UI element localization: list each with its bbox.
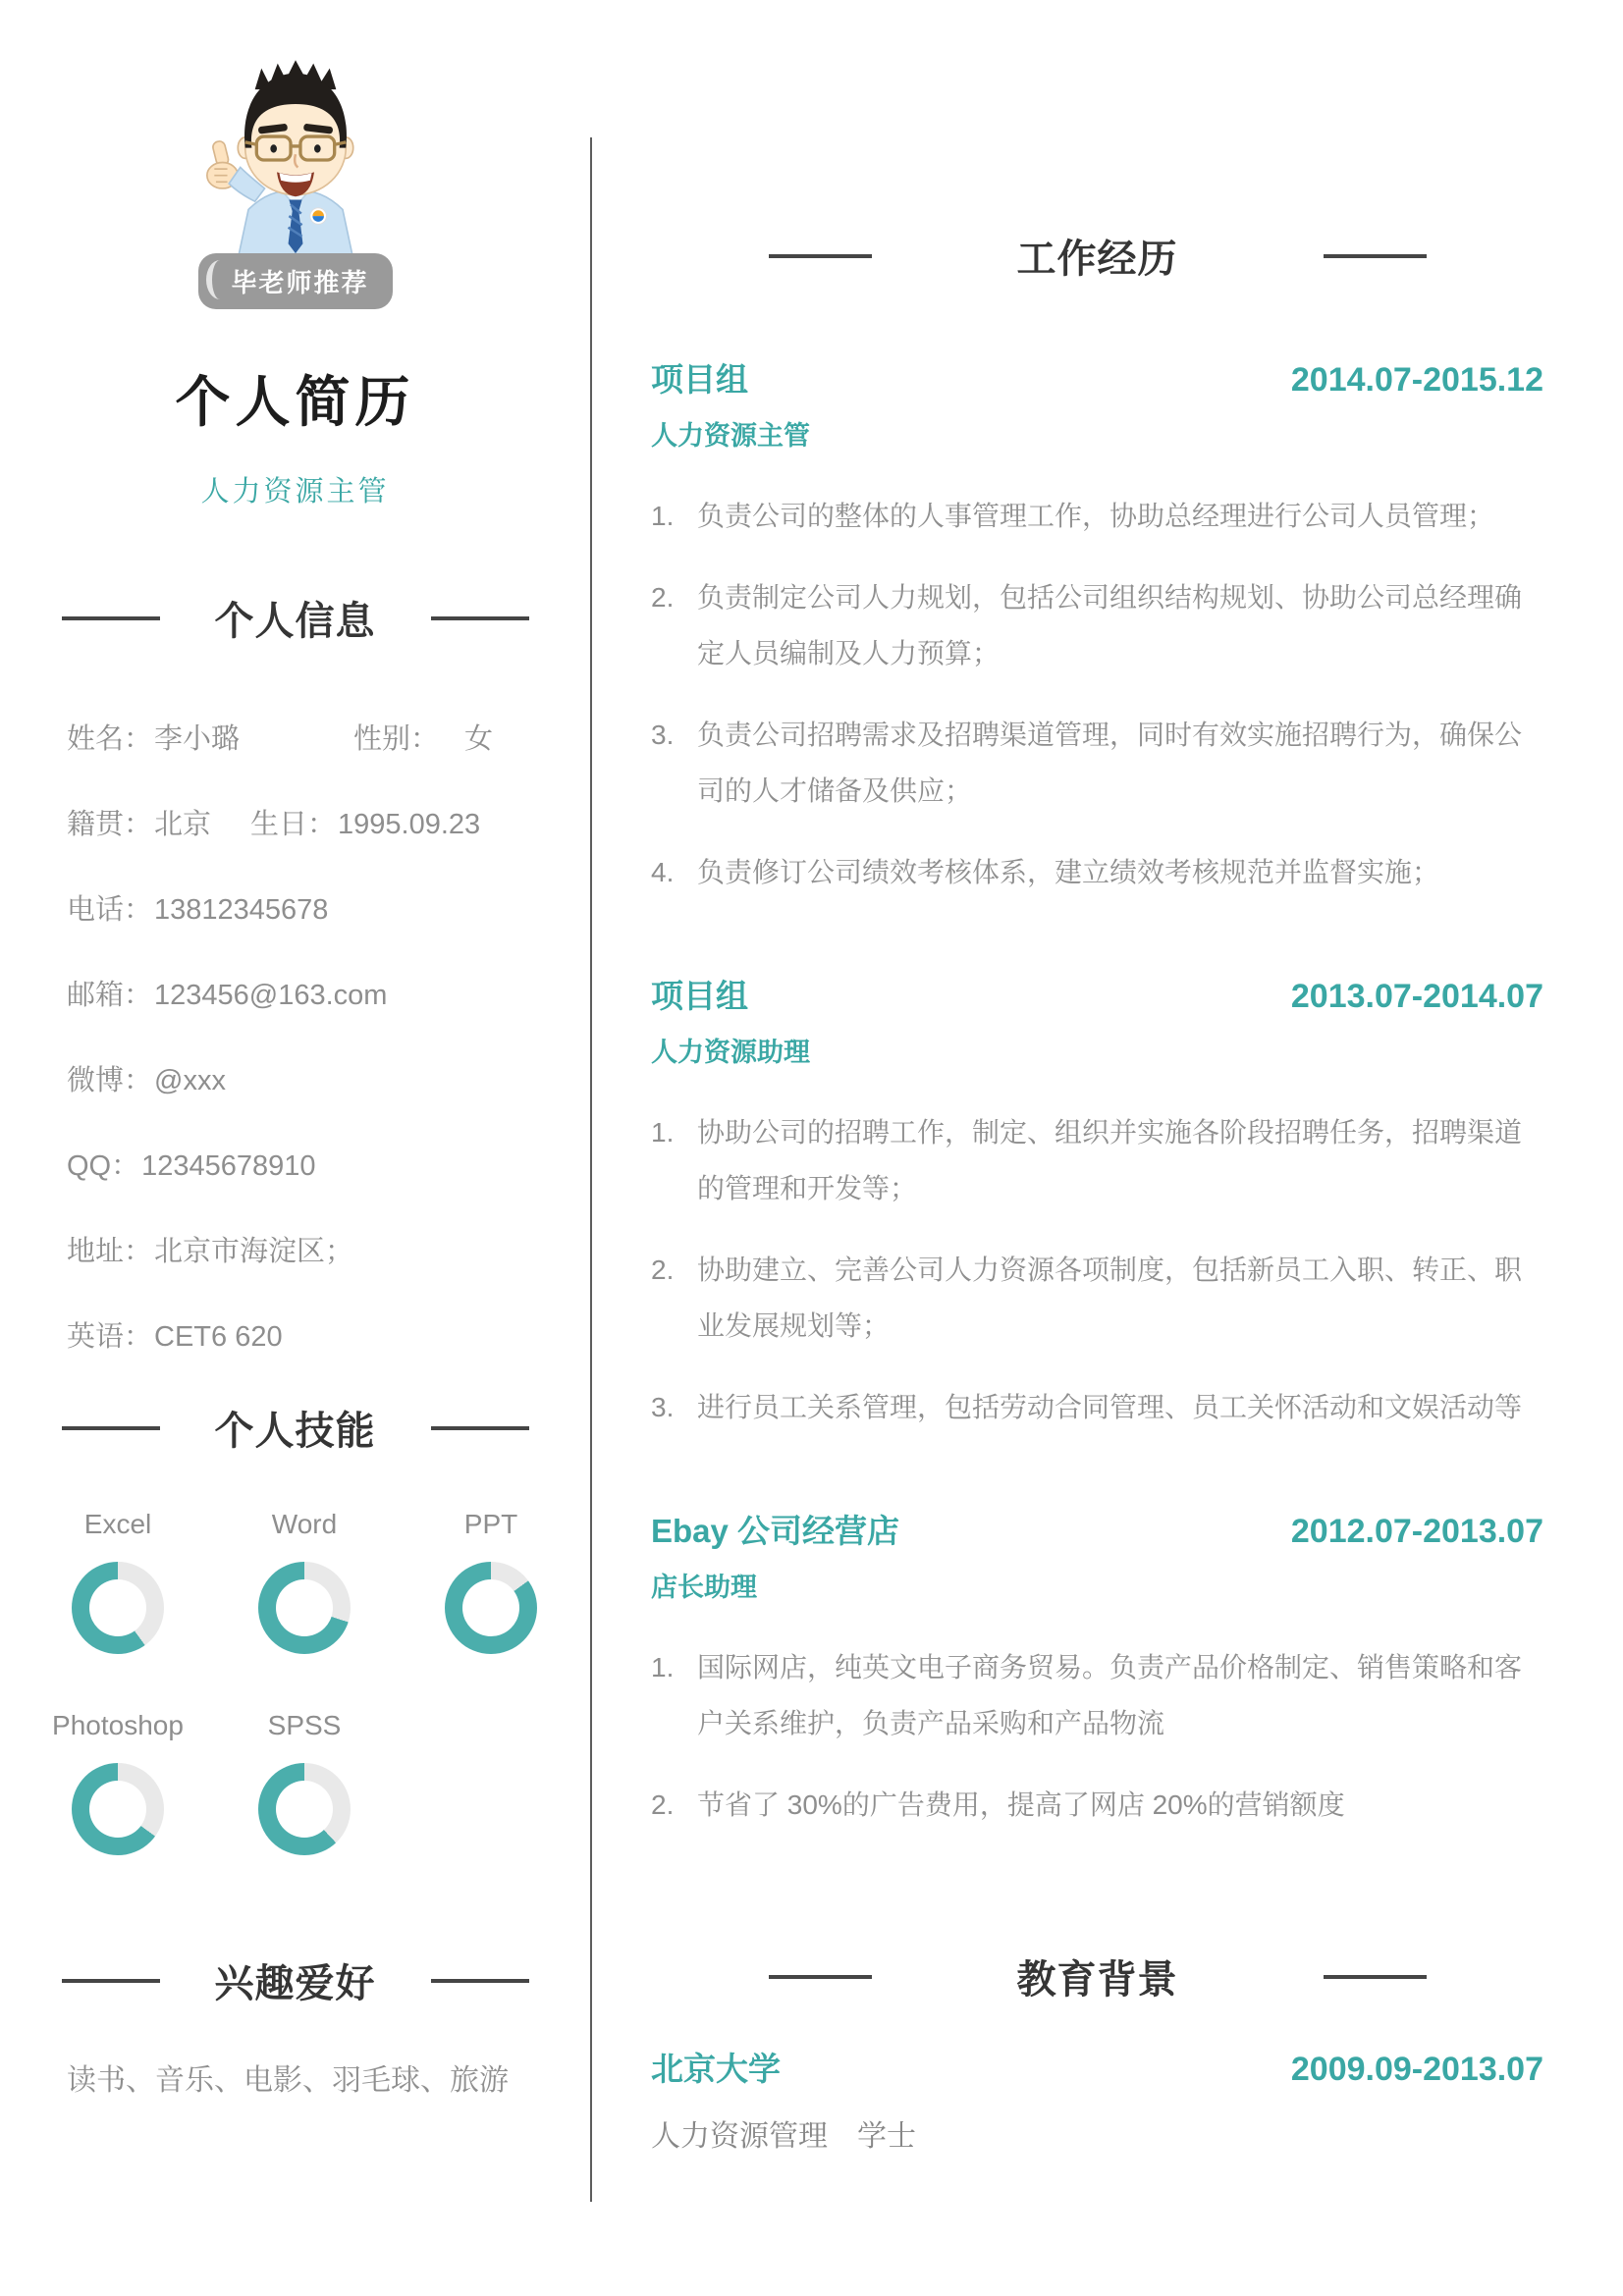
info-row-phone xyxy=(67,887,590,926)
job-bullet: 国际网店，纯英文电子商务贸易。负责产品价格制定、销售策略和客户关系维护，负责产品采购和产品物流 xyxy=(697,1652,1523,1738)
job-role: 店长助理 xyxy=(651,1573,757,1602)
job-bullet-list xyxy=(651,1104,1543,1435)
education-degree: 人力资源管理 学士 xyxy=(651,2120,916,2153)
education-school: 北京大学 xyxy=(651,2051,781,2087)
info-pair xyxy=(67,809,211,840)
info-label: 邮箱： xyxy=(67,980,153,1011)
info-value: 1995.09.23 xyxy=(338,809,481,840)
skill-word xyxy=(211,1509,398,1654)
job-bullet-list xyxy=(651,1639,1543,1833)
job-period: 2013.07-2014.07 xyxy=(1290,978,1543,1015)
info-row-name-gender xyxy=(67,717,590,755)
info-pair xyxy=(67,894,328,926)
section-title: 兴趣爱好 xyxy=(214,1962,376,2005)
info-value: 123456@163.com xyxy=(154,980,388,1011)
job-head xyxy=(651,354,1543,400)
hobbies-text: 读书、音乐、电影、羽毛球、旅游 xyxy=(67,2064,509,2097)
job-bullet: 负责公司的整体的人事管理工作，协助总经理进行公司人员管理； xyxy=(697,501,1495,531)
skill-donut-chart xyxy=(445,1562,537,1654)
info-value: 北京 xyxy=(154,809,212,840)
job-period: 2012.07-2013.07 xyxy=(1290,1513,1543,1550)
badge-arc-decoration xyxy=(205,260,233,299)
job-bullet: 负责制定公司人力规划，包括公司组织结构规划、协助公司总经理确定人员编制及人力预算； xyxy=(697,582,1523,668)
personal-info-list xyxy=(67,717,590,1353)
skill-spss xyxy=(211,1710,398,1855)
education-entry xyxy=(651,2044,1543,2155)
header-line-right xyxy=(431,1426,529,1430)
job-entry-3 xyxy=(651,1506,1543,1833)
info-pair xyxy=(250,802,480,842)
skill-donut-chart xyxy=(72,1562,164,1654)
info-value: 女 xyxy=(464,723,494,755)
header-line-right xyxy=(1324,254,1427,258)
header-line-left xyxy=(62,1426,160,1430)
info-label: 生日： xyxy=(250,809,337,840)
skill-label: Excel xyxy=(83,1509,152,1539)
info-label: 电话： xyxy=(67,894,153,926)
skill-label: PPT xyxy=(463,1509,518,1539)
job-entry-1 xyxy=(651,354,1543,900)
info-value: 13812345678 xyxy=(154,894,329,926)
info-label: 地址： xyxy=(67,1236,153,1267)
avatar-cartoon-man-icon xyxy=(173,57,418,268)
info-label: 姓名： xyxy=(67,723,153,755)
page-title: 个人简历 xyxy=(175,371,415,433)
header-line-right xyxy=(431,616,529,620)
job-role: 人力资源主管 xyxy=(651,421,810,451)
skill-ppt xyxy=(398,1509,584,1654)
education-head xyxy=(651,2044,1543,2090)
header-line-right xyxy=(1324,1975,1427,1979)
job-bullet-list xyxy=(651,488,1543,900)
skill-donut-chart xyxy=(258,1562,351,1654)
info-row-weibo xyxy=(67,1058,590,1096)
info-value: 12345678910 xyxy=(141,1150,316,1182)
job-bullet: 协助公司的招聘工作，制定、组织并实施各阶段招聘任务，招聘渠道的管理和开发等； xyxy=(697,1117,1523,1203)
job-period: 2014.07-2015.12 xyxy=(1290,361,1543,399)
info-value: @xxx xyxy=(154,1065,226,1096)
right-column xyxy=(590,0,1623,2155)
info-value: CET6 620 xyxy=(154,1321,283,1353)
info-row-english xyxy=(67,1314,590,1353)
info-row-email xyxy=(67,973,590,1011)
job-bullet: 节省了 30%的广告费用，提高了网店 20%的营销额度 xyxy=(697,1789,1345,1820)
header-line-left xyxy=(62,616,160,620)
info-row-origin-birthday xyxy=(67,802,590,840)
header-line-right xyxy=(431,1979,529,1983)
section-header-education xyxy=(651,1949,1543,2004)
info-pair xyxy=(353,717,493,757)
info-label: 英语： xyxy=(67,1321,153,1353)
section-title: 教育背景 xyxy=(1016,1958,1178,2002)
job-org: Ebay 公司经营店 xyxy=(651,1513,900,1549)
badge-label: 毕老师推荐 xyxy=(231,268,369,297)
job-org: 项目组 xyxy=(651,978,748,1014)
header-line-left xyxy=(769,1975,872,1979)
skill-label: Photoshop xyxy=(52,1710,184,1740)
info-row-qq xyxy=(67,1144,590,1182)
section-title: 工作经历 xyxy=(1016,238,1178,281)
info-pair xyxy=(67,723,240,755)
info-pair xyxy=(67,980,387,1011)
job-role: 人力资源助理 xyxy=(651,1038,810,1067)
job-head xyxy=(651,1506,1543,1552)
shirt-logo-icon xyxy=(309,208,326,225)
section-header-personal-info xyxy=(0,590,590,646)
job-entry-2 xyxy=(651,971,1543,1435)
page-subtitle: 人力资源主管 xyxy=(200,476,390,507)
skills-grid xyxy=(25,1509,590,1911)
section-header-work xyxy=(651,228,1543,284)
job-bullet: 负责公司招聘需求及招聘渠道管理，同时有效实施招聘行为，确保公司的人才储备及供应； xyxy=(697,720,1523,806)
job-bullet: 协助建立、完善公司人力资源各项制度，包括新员工入职、转正、职业发展规划等； xyxy=(697,1255,1523,1341)
header-line-left xyxy=(62,1979,160,1983)
info-pair xyxy=(67,1065,226,1096)
section-header-skills xyxy=(0,1400,590,1456)
avatar-block xyxy=(0,57,590,314)
job-org: 项目组 xyxy=(651,361,748,398)
skill-photoshop xyxy=(25,1710,211,1855)
job-bullet: 负责修订公司绩效考核体系，建立绩效考核规范并监督实施； xyxy=(697,857,1440,887)
section-title: 个人技能 xyxy=(214,1410,376,1453)
info-label: QQ： xyxy=(67,1150,140,1182)
skill-label: Word xyxy=(271,1509,338,1539)
job-head xyxy=(651,971,1543,1017)
info-value: 李小璐 xyxy=(154,723,241,755)
info-label: 微博： xyxy=(67,1065,153,1096)
info-pair xyxy=(67,1150,316,1182)
info-label: 籍贯： xyxy=(67,809,153,840)
info-pair xyxy=(67,1321,283,1353)
info-value: 北京市海淀区； xyxy=(154,1236,354,1267)
info-row-address xyxy=(67,1229,590,1267)
skill-donut-chart xyxy=(72,1763,164,1855)
education-period: 2009.09-2013.07 xyxy=(1290,2051,1543,2088)
recommendation-badge xyxy=(197,253,392,309)
skill-label: SPSS xyxy=(267,1710,342,1740)
job-bullet: 进行员工关系管理，包括劳动合同管理、员工关怀活动和文娱活动等 xyxy=(697,1392,1523,1422)
info-label: 性别： xyxy=(353,723,440,755)
left-column xyxy=(0,0,590,2099)
skill-donut-chart xyxy=(258,1763,351,1855)
info-pair xyxy=(67,1236,353,1267)
skill-excel xyxy=(25,1509,211,1654)
section-header-hobbies xyxy=(0,1952,590,2008)
header-line-left xyxy=(769,254,872,258)
section-title: 个人信息 xyxy=(214,600,376,643)
